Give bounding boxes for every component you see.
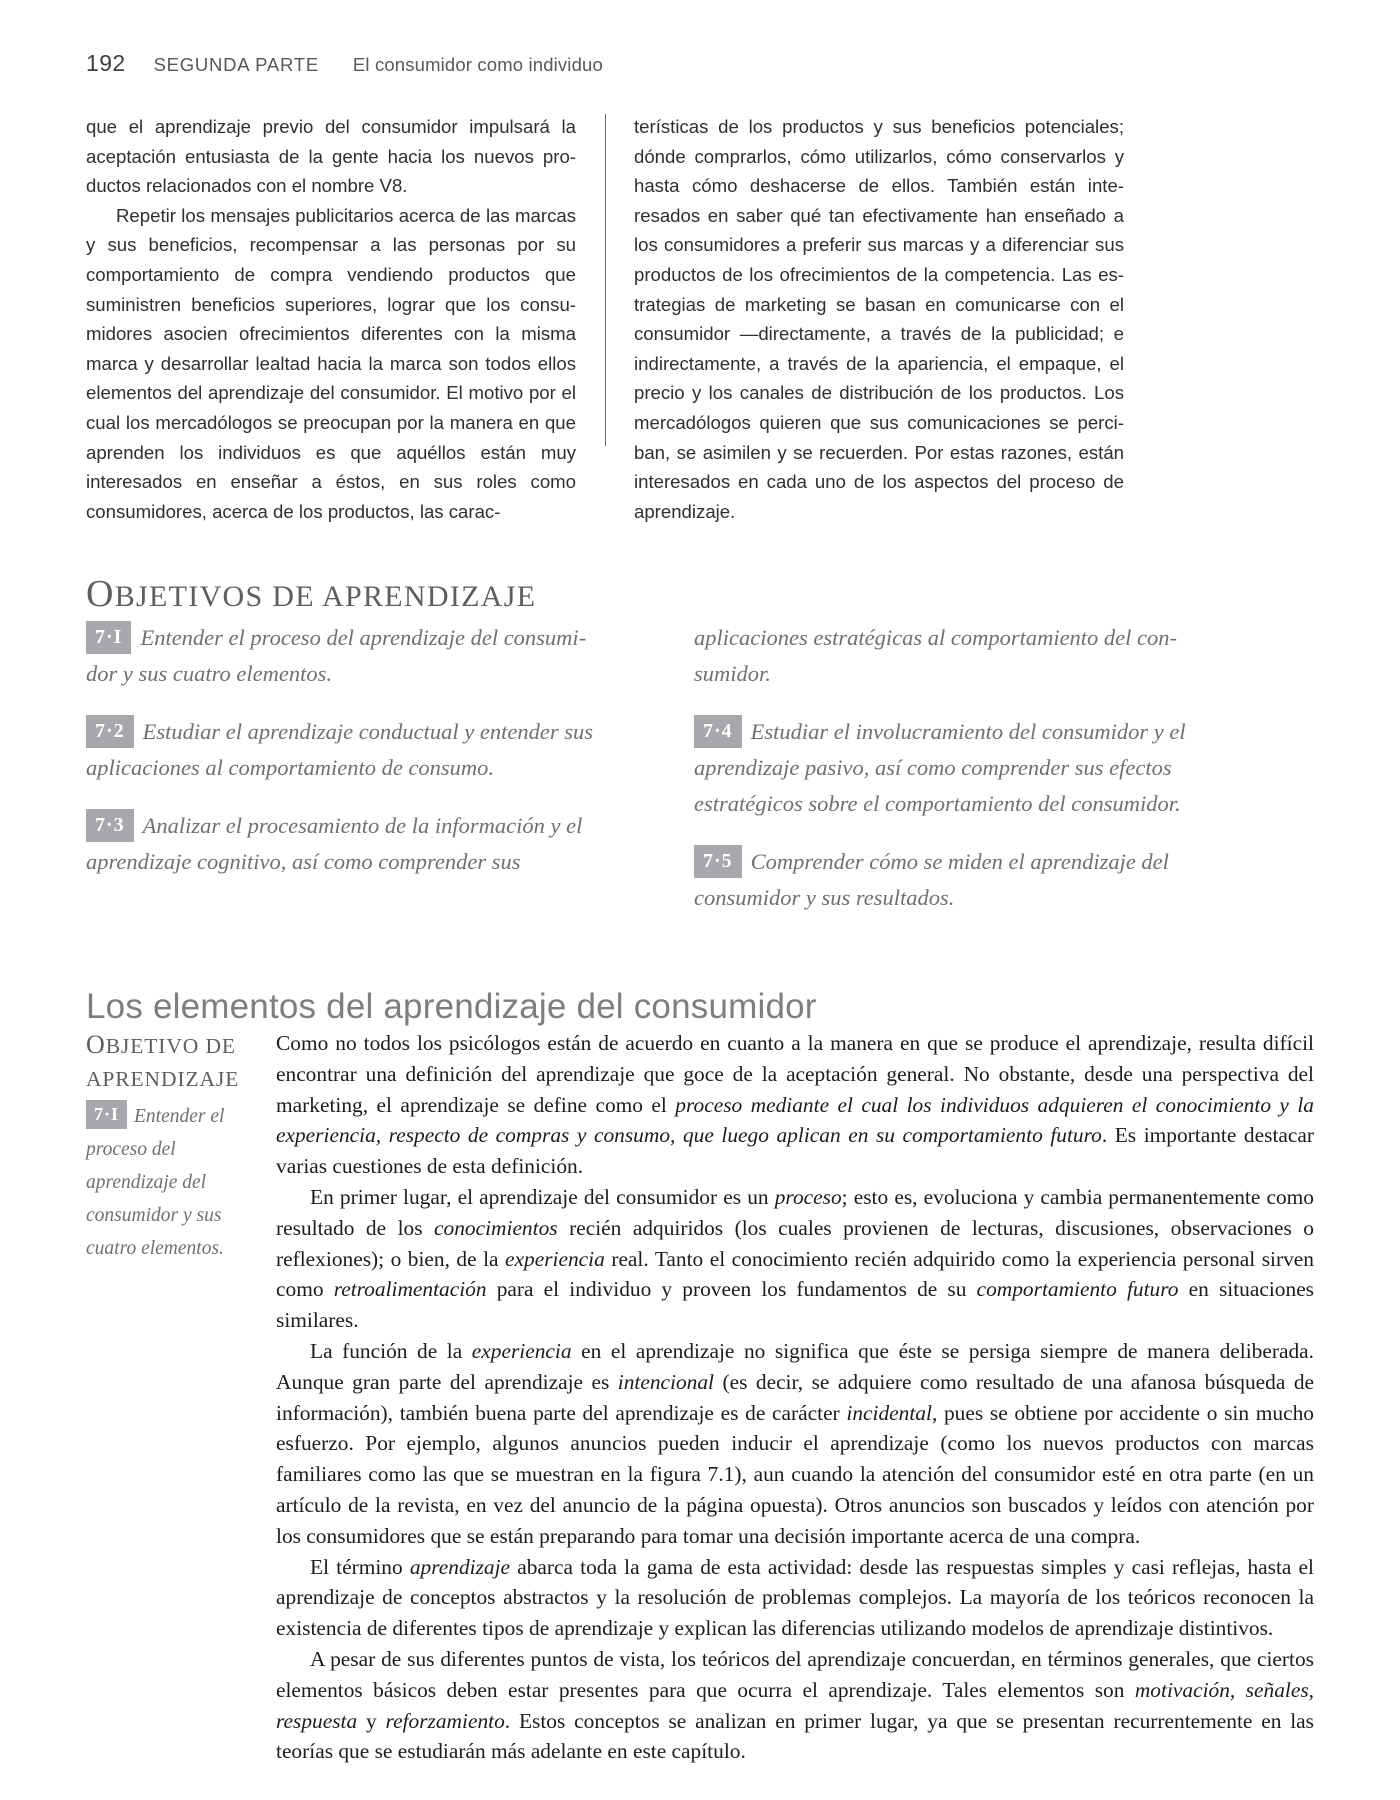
objective-item [694,714,1214,822]
part-title: El consumidor como individuo [352,54,603,75]
intro-paragraph: terísticas de los productos y sus beneficios potenciales; dónde comprarlos, cómo utilizarlos, cómo conservarlos y hasta cómo deshacerse de ellos. También están interesados en saber qué tan efectivamente han enseñado a los consumidores a preferir sus marcas y a diferenciar sus productos de los ofrecimientos de la competencia. Las estrategias de marketing se basan en comunicarse con el consumidor —directamente, a través de la publicidad; e indirectamente, a través de la apariencia, el empaque, el precio y los canales de distribución de los productos. Los mercadólogos quieren que sus comunicaciones se perciban, se asimilen y se recuerden. Por estas razones, están interesados en cada uno de los aspectos del proceso de aprendizaje. [634,116,1124,522]
intro-paragraph: Repetir los mensajes publicitarios acerca de las marcas y sus beneficios, recompensar a las personas por su comportamiento de compra vendiendo productos que suministren beneficios superiores, lograr que los consumidores asocien ofrecimientos diferentes con la misma marca y desarrollar lealtad hacia la marca son todos ellos elementos del aprendizaje del consumidor. El motivo por el cual los mercadólogos se preocupan por la manera en que aprenden los individuos es que aquéllos están muy interesados en enseñar a éstos, en sus roles como consumidores, acerca de los productos, las carac- [86,204,576,522]
margin-objective-note [86,1028,262,1265]
objective-item [694,844,1214,916]
objective-text: Estudiar el involucramiento del consumidor y el aprendizaje pasivo, así como comprender sus efectos estratégicos sobre el comportamiento del consumidor. [694,719,1186,816]
margin-note-badge: 7·I [86,1100,127,1129]
objective-item [86,714,606,786]
body-paragraph: El término aprendizaje abarca toda la gama de esta actividad: desde las respuestas simples y casi reflejas, hasta el aprendizaje de conceptos abstractos y la resolución de problemas complejos. La mayoría de los teóricos reconocen la existencia de diferentes tipos de aprendizaje y explican las diferencias utilizando modelos de aprendizaje distintivos. [276,1554,1314,1641]
objective-badge: 7·5 [694,845,742,878]
intro-columns [86,112,1314,526]
margin-note-heading-line2: APRENDIZAJE [86,1067,240,1091]
body-paragraph: La función de la experiencia en el aprendizaje no significa que éste se persiga siempre de manera deliberada. Aunque gran parte del aprendizaje es intencional (es decir, se adquiere como resultado de una afanosa búsqueda de información), también buena parte del aprendizaje es de carácter incidental, pues se obtiene por accidente o sin mucho esfuerzo. Por ejemplo, algunos anuncios pueden inducir el aprendizaje (como los nuevos productos con marcas familiares como las que se muestran en la figura 7.1), aun cuando la atención del consumidor esté en otra parte (en un artículo de la revista, en vez del anuncio de la página opuesta). Otros anuncios son buscados y leídos con atención por los consumidores que se están preparando para tomar una decisión importante acerca de una compra. [276,1338,1315,1548]
objective-text: Analizar el procesamiento de la información y el aprendizaje cognitivo, así como comprender sus [86,813,583,874]
column-divider-rule [605,114,606,446]
objective-badge: 7·I [86,621,131,654]
objectives-heading-rest: BJETIVOS DE APRENDIZAJE [114,580,537,613]
objective-item [86,620,606,692]
margin-note-heading [86,1028,246,1096]
margin-note-text: Entender el proceso del aprendizaje del consumidor y sus cuatro elementos. [86,1106,225,1259]
objective-item [86,808,606,880]
body-paragraph: En primer lugar, el aprendizaje del consumidor es un proceso; esto es, evoluciona y cambia permanentemente como resultado de los conocimientos recién adquiridos (los cuales provienen de lecturas, discusiones, observaciones o reflexiones); o bien, de la experiencia real. Tanto el conocimiento recién adquirido como la experiencia personal sirven como retroalimentación para el individuo y proveen los fundamentos de su comportamiento futuro en situaciones similares. [276,1184,1315,1333]
body-paragraph: A pesar de sus diferentes puntos de vista, los teóricos del aprendizaje concuerdan, en términos generales, que ciertos elementos básicos deben estar presentes para que ocurra el aprendizaje. Tales elementos son motivación, señales, respuesta y reforzamiento. Estos conceptos se analizan en primer lugar, ya que se presentan recurrentemente en las teorías que se estudiarán más adelante en este capítulo. [276,1646,1314,1764]
margin-note-heading-line1: BJETIVO DE [105,1034,236,1058]
page-number: 192 [86,50,126,76]
section-heading: Los elementos del aprendizaje del consumidor [86,987,817,1027]
objectives-column-left [86,620,606,938]
objectives-column-right [694,620,1214,938]
objective-text: Estudiar el aprendizaje conductual y entender sus aplicaciones al comportamiento de consumo. [86,719,594,780]
intro-paragraph: que el aprendizaje previo del consumidor impulsará la aceptación entusiasta de la gente hacia los nuevos productos relacionados con el nombre V8. [86,116,576,197]
objective-badge: 7·4 [694,715,742,748]
objective-text: Comprender cómo se miden el aprendizaje del consumidor y sus resultados. [694,849,1169,910]
intro-column-right [634,112,1124,526]
part-label: SEGUNDA PARTE [153,54,319,75]
running-head [86,50,603,77]
objectives-list [86,620,1314,938]
body-paragraph: Como no todos los psicólogos están de acuerdo en cuanto a la manera en que se produce el aprendizaje, resulta difícil encontrar una definición del aprendizaje que goce de la aceptación general. No obstante, desde una perspectiva del marketing, el aprendizaje se define como el proceso mediante el cual los individuos adquieren el conocimiento y la experiencia, respecto de compras y consumo, que luego aplican en su comportamiento futuro. Es importante destacar varias cuestiones de esta definición. [276,1031,1314,1179]
objectives-heading [86,572,536,616]
objective-continuation-text: aplicaciones estratégicas al comportamiento del consumidor. [694,625,1178,686]
margin-note-heading-initial: O [86,1030,106,1059]
objective-badge: 7·3 [86,809,134,842]
margin-note-body [86,1100,246,1265]
body-area [86,1028,1314,1767]
objective-text: Entender el proceso del aprendizaje del consumidor y sus cuatro elementos. [86,625,587,686]
column-gutter [576,112,634,526]
objective-badge: 7·2 [86,715,134,748]
objectives-heading-initial: O [86,573,115,615]
main-text-body [262,1028,1314,1767]
intro-column-left [86,112,576,526]
